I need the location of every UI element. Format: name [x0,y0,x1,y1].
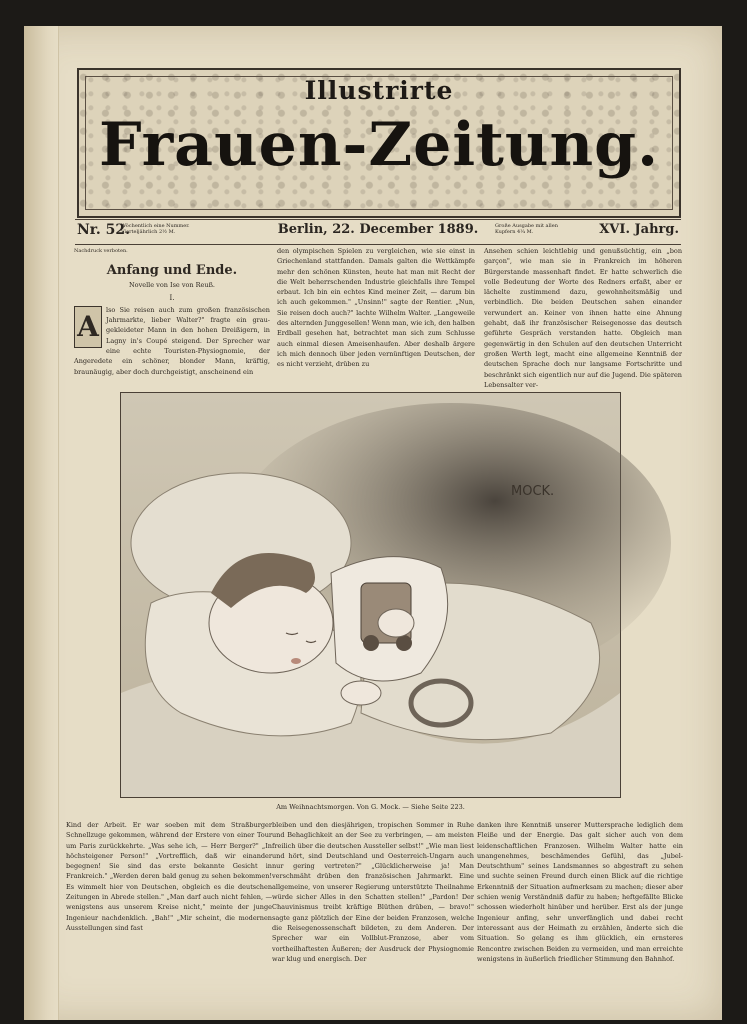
text-column-5 [272,820,474,1000]
engraving-image [121,393,620,797]
illustration-caption: Am Weihnachtsmorgen. Von G. Mock. — Siehe Seite 223. [276,803,465,811]
text-column-4 [66,820,272,1000]
text-column-3 [484,246,682,389]
column-4-text: Kind der Arbeit. Er war soeben mit dem Straßburger Schnellzuge gekommen, während der Erstere von einer Tour um Paris zurückkehrte. „Was sehe ich, — Herr Berger?" „In höchsteigener Person!" „Vortrefflich, daß wir einander begegnen! Sie sind das erste bekannte Gesicht in Frankreich." „Werden deren bald genug zu sehen bekommen! Es wimmelt hier von Deutschen, obgleich es die deutschen Zeitungen in Abrede stellen." „Man darf auch nicht fehlen, — wenigstens aus unserem Kreise nicht," meinte der junge Ingenieur nachdenklich. „Bah!" „Mir scheint, die modernen Ausstellungen sind fast [66,821,272,932]
article-subtitle: Novelle von Ise von Reuß. [128,281,216,290]
drop-cap: A [74,306,102,348]
subscription-note: Wöchentlich eine Nummer. Vierteljährlich 2½ M. [121,223,190,235]
article-paragraph [74,305,270,377]
masthead [77,68,681,218]
column-1-text: lso Sie reisen auch zum großen französischen Jahrmarkte, lieber Walter?" fragte ein grau-gekleideter Mann in den hohen Dreißigern, in Lagny in's Coupé steigend. Der Sprecher war eine echte Touristen-Physiognomie, der Angeredete ein schöner, blonder Mann, kräftig, braunäugig, aber doch durchgeistigt, anscheinend ein [74,305,270,376]
chapter-number: I. [169,293,175,302]
text-column-1 [74,246,270,376]
illustration-sleeping-child [120,392,621,798]
edition-note: Große Ausgabe mit allen Kupfern 4¼ M. [495,223,558,235]
masthead-small-title: Illustrirte [304,76,454,105]
column-6-text: danken ihre Kenntniß unserer Muttersprache lediglich dem Fleiße und der Energie. Das galt sicher auch von dem leidenschaftlichen Franzosen. Wilhelm Walter hatte ein unangenehmes, beschämendes Gefühl, das „Jubel-Deutschthum" seines Landsmannes so abgestraft zu sehen und suchte seinen Freund durch einen Blick auf die richtige Erkenntniß der Situation aufmerksam zu machen; dieser aber schien wenig Verständniß dafür zu haben; heftgefällte Blicke schossen wiederholt hinüber und herüber. Erst als der junge Ingenieur anfing, sehr unverfänglich und dabei recht interessant aus der Heimath zu erzählen, änderte sich die Situation. So gelang es ihm glücklich, ein ernsteres Rencontre zwischen Beiden zu vermeiden, und man erreichte wenigstens in äußerlich friedlicher Stimmung den Bahnhof. [477,821,683,963]
volume-year: XVI. Jahrg. [599,222,679,237]
masthead-main-title: Frauen-Zeitung. [99,110,659,180]
column-2-text: den olympischen Spielen zu vergleichen, wie sie einst in Griechenland stattfanden. Damals galten die Wettkämpfe mehr den schönen Künsten, heute hat man mit Recht der die Welt beherrschenden Industrie gleichfalls ihre Tempel erbaut. Ich bin ein echtes Kind meiner Zeit, — darum bin ich auch gekommen." „Unsinn!" sagte der Rentier. „Nun, Sie reisen doch auch?" lachte Wilhelm Walter. „Langeweile des alternden Junggesellen! Wenn man, wie ich, den halben Erdball gesehen hat, betrachtet man sich zum Schlusse auch einmal diesen Ameisenhaufen. Aber deshalb ärgere ich mich dennoch über jeden vernünftigen Deutschen, der es nicht verzieht, drüben zu [277,247,475,369]
artist-signature: MOCK. [511,484,555,499]
column-3-text: Ansehen schien leichtlebig und genußsüchtig, ein „bon garçon", wie man sie in Frankreich im höheren Bürgerstande massenhaft findet. Er hatte schwerlich die volle Bedeutung der Worte des Redners erfaßt, aber er lächelte zustimmend dazu, gewohnheitsmäßig und verbindlich. Die beiden Deutschen sahen einander verwundert an. Keiner von ihnen hatte eine Ahnung gehabt, daß ihr französischer Reisegenosse das deutsch geführte Gespräch verstanden hatte. Obgleich man gegenwärtig in den Schulen auf den deutschen Unterricht großen Werth legt, macht eine allgemeine Kenntniß der deutschen Sprache doch nur langsame Fortschritte und beschränkt sich eigentlich nur auf die Jugend. Die späteren Lebensalter ver- [484,247,682,389]
article-title: Anfang und Ende. [106,263,238,279]
issue-number: Nr. 52. [77,222,130,238]
text-column-2 [277,246,475,372]
rights-note: Nachdruck verboten. [74,248,128,254]
page-gutter [24,26,59,1020]
dateline [75,219,681,245]
issue-date: Berlin, 22. December 1889. [277,222,479,237]
text-column-6 [477,820,683,1000]
column-5-text: bleiben und den diesjährigen, tropischen Sommer in Ruhe und Behaglichkeit an der See zu verbringen, — am meisten freilich über die deutschen Aussteller selbst!" „Wie man liest und hört, sind Deutschland und Oesterreich-Ungarn auch nur gering vertreten?" „Glücklicherweise ja! Man verschmäht drüben den französischen Jahrmarkt. Eine allgemeine, von unserer Regierung unterstützte Theilnahme würde sicher Alles in den Schatten stellen!" „Pardon! Der Chauvinismus treibt kräftige Blüthen drüben, — bravo!" sagte ganz plötzlich der Eine der beiden Franzosen, welche die Reisegenossenschaft bildeten, zu dem Anderen. Der Sprecher war ein Vollblut-Franzose, aber vom vortheilhaftesten Äußeren; der Ausdruck der Physiognomie war klug und energisch. Der [272,821,474,963]
